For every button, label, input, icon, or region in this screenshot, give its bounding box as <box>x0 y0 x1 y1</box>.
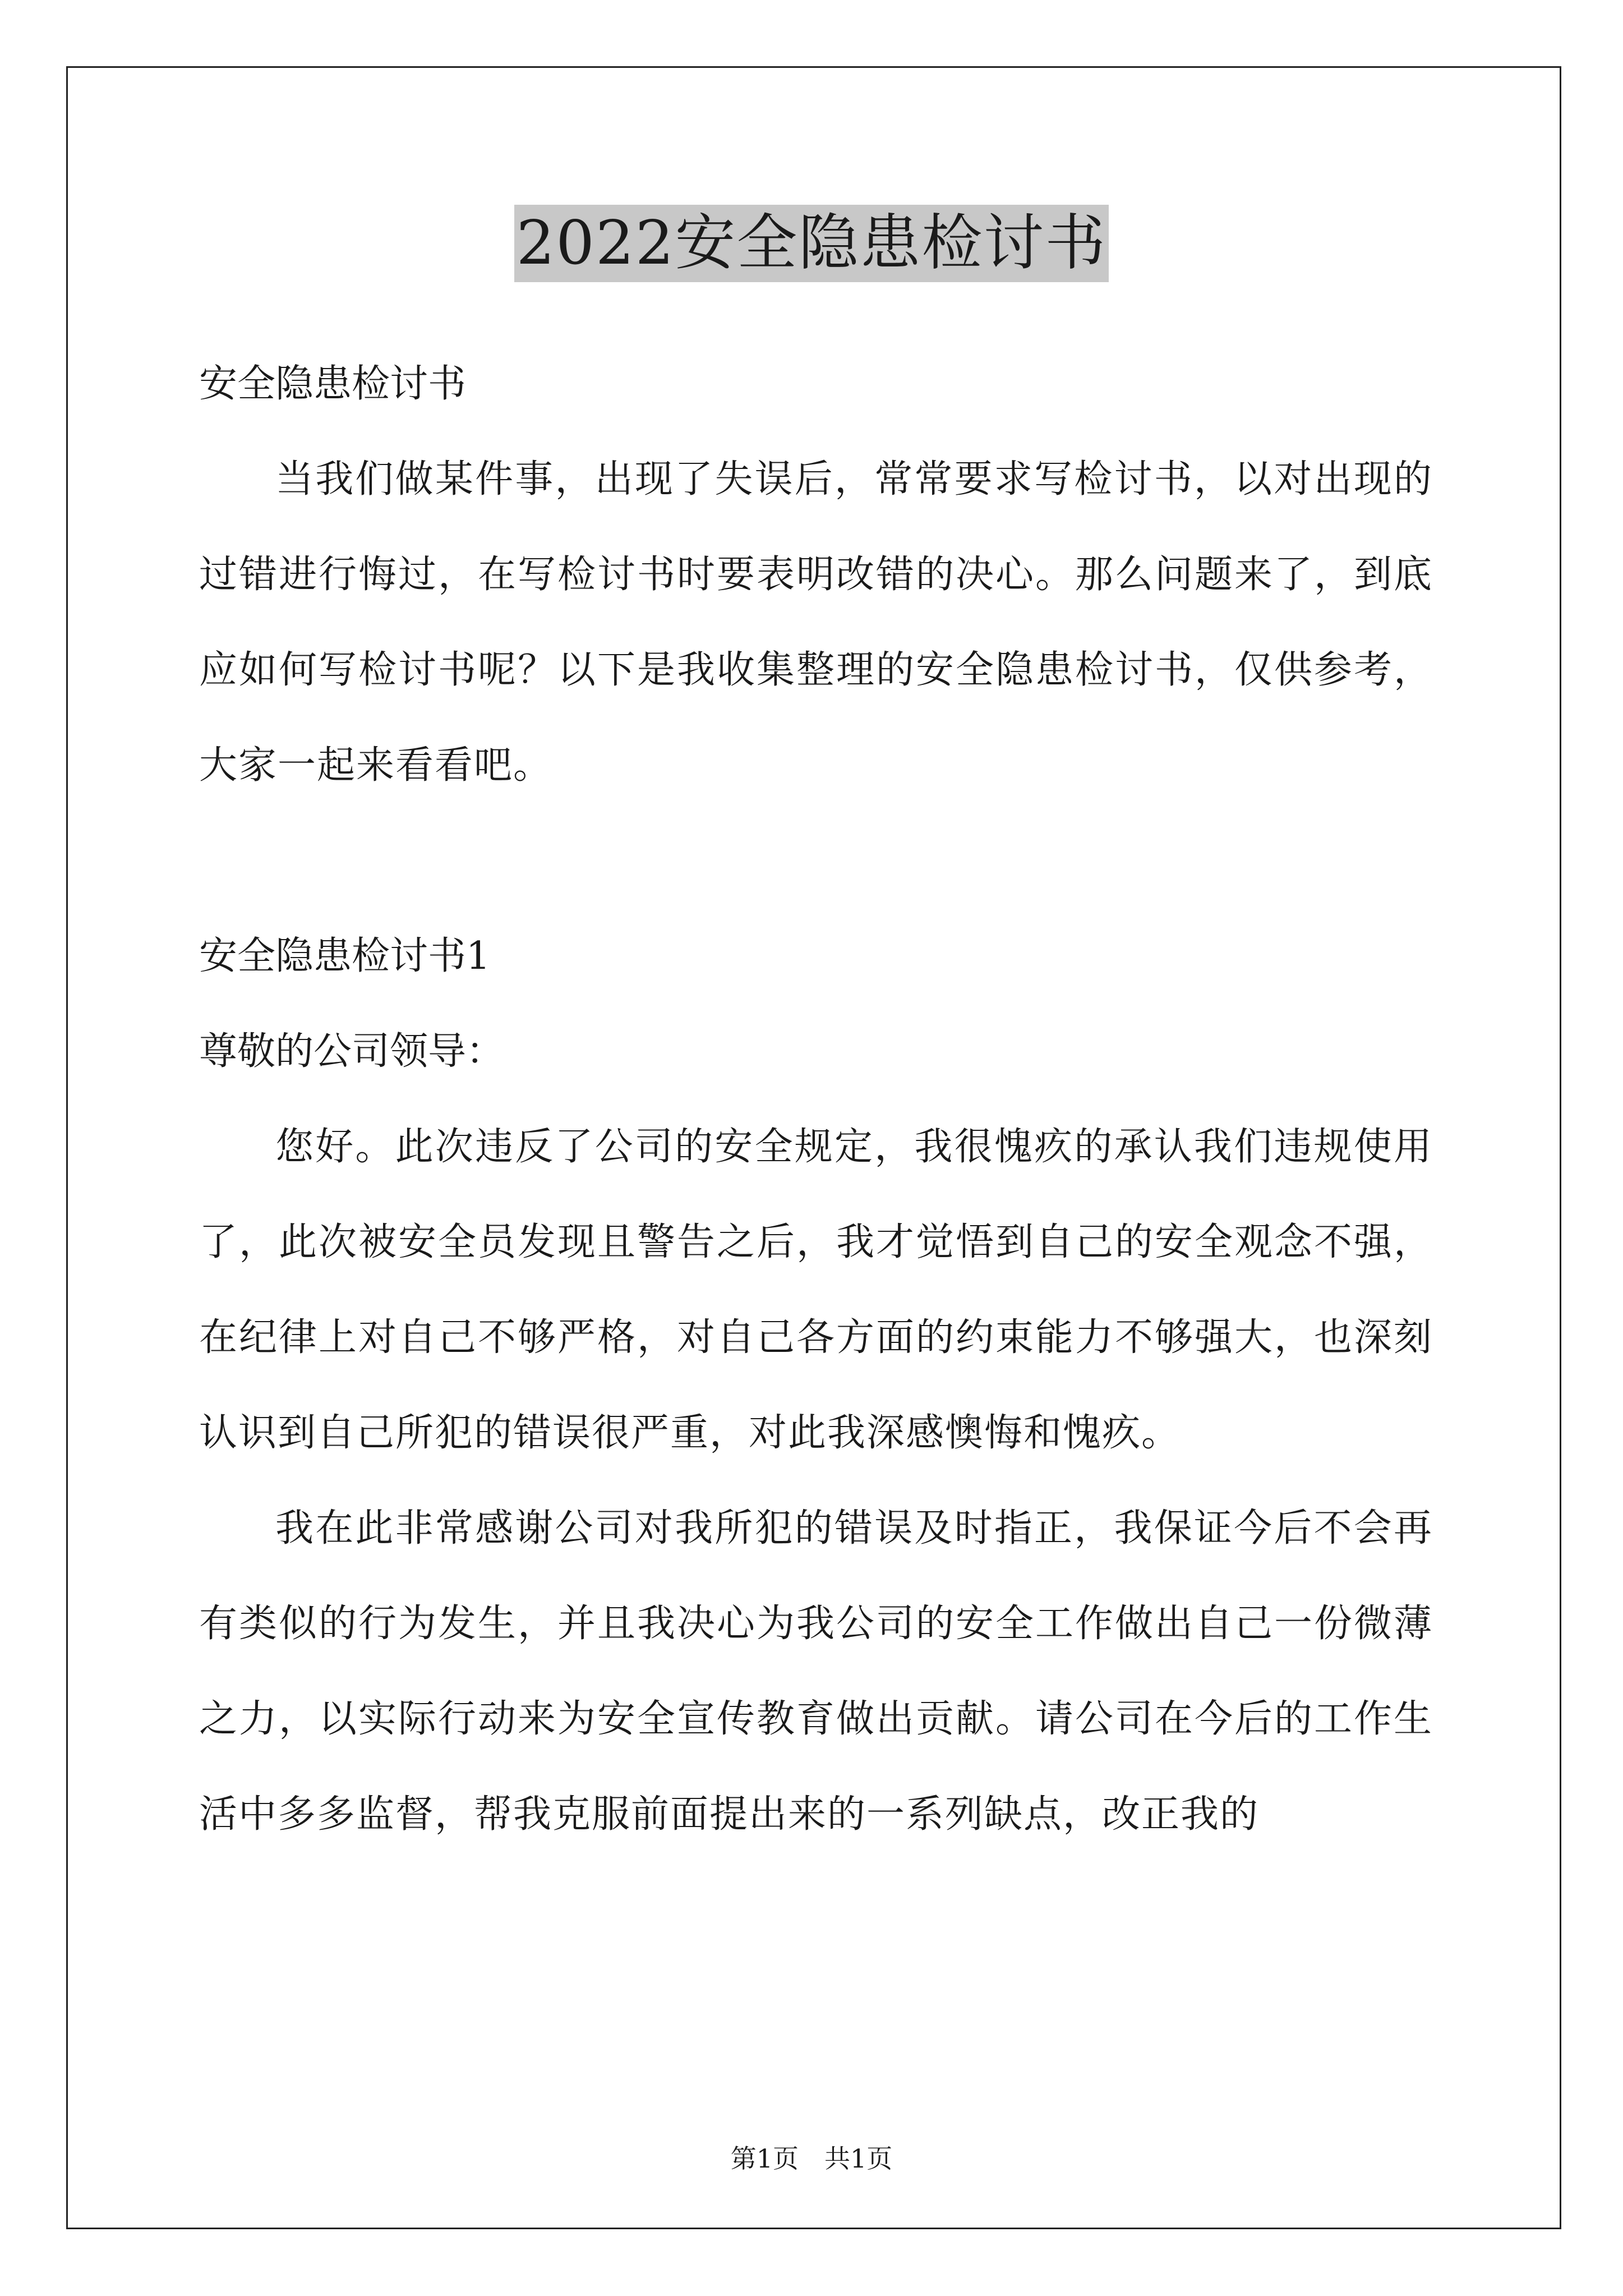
page-footer: 第1页 共1页 <box>730 2143 893 2174</box>
body-paragraph-2: 我在此非常感谢公司对我所犯的错误及时指正，我保证今后不会再有类似的行为发生，并且我决心为我公司的安全工作做出自己一份微薄之力，以实际行动来为安全宣传教育做出贡献。请公司在今后的工作生活中多多监督，帮我克服前面提出来的一系列缺点，改正我的 <box>199 1506 1433 1837</box>
intro-paragraph: 当我们做某件事，出现了失误后，常常要求写检讨书，以对出现的过错进行悔过，在写检讨书时要表明改错的决心。那么问题来了，到底应如何写检讨书呢？以下是我收集整理的安全隐患检讨书，仅供参考，大家一起来看看吧。 <box>199 457 1433 788</box>
title-container <box>0 205 1623 282</box>
body-paragraph-1: 您好。此次违反了公司的安全规定，我很愧疚的承认我们违规使用了，此次被安全员发现且警告之后，我才觉悟到自己的安全观念不强，在纪律上对自己不够严格，对自己各方面的约束能力不够强大，也深刻认识到自己所犯的错误很严重，对此我深感懊悔和愧疚。 <box>199 1125 1433 1455</box>
spacer <box>199 813 1433 909</box>
document-title: 2022安全隐患检讨书 <box>514 205 1109 282</box>
section-heading: 安全隐患检讨书1 <box>199 934 491 978</box>
intro-heading: 安全隐患检讨书 <box>199 362 467 406</box>
document-body <box>199 337 1433 1862</box>
salutation: 尊敬的公司领导： <box>199 1029 505 1074</box>
